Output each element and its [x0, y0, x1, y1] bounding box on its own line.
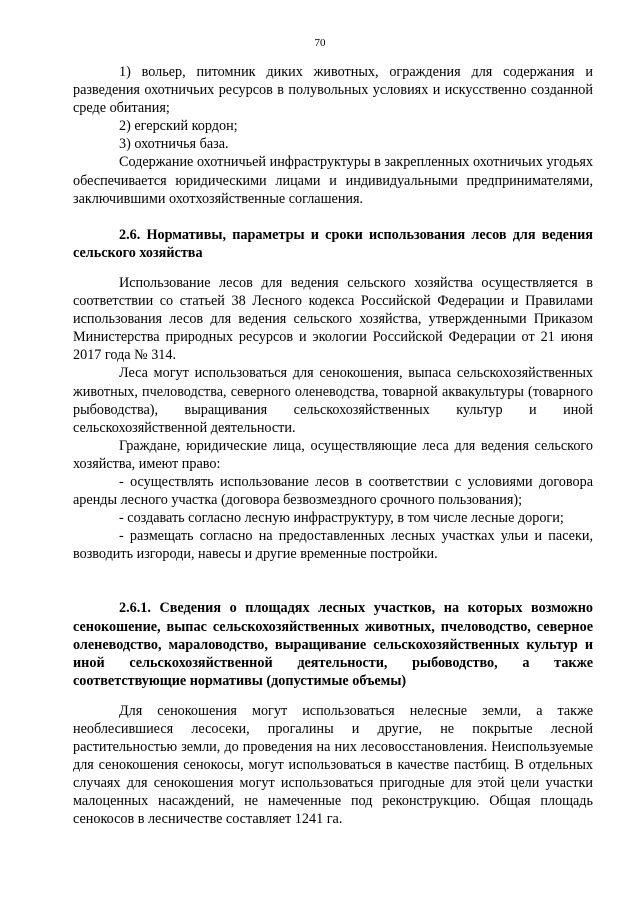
paragraph: Леса могут использоваться для сенокошения, выпаса сельскохозяйственных животных, пчеловодства, северного оленеводства, товарной аквакультуры (товарного рыбоводства), выращивания сельскохозяйственных культур и иной сельскохозяйственной деятельности.: [73, 365, 593, 436]
subsection-heading: 2.6.1. Сведения о площадях лесных участков, на которых возможно сенокошение, выпас сельскохозяйственных животных, пчеловодство, северное оленеводство, мараловодство, выращивание сельскохозяйственных культур и иной сельскохозяйственной деятельности, рыбоводство, а также соответствующие нормативы (допустимые объемы): [73, 600, 593, 689]
list-item: - создавать согласно лесную инфраструктуру, в том числе лесные дороги;: [119, 510, 564, 527]
paragraph: Содержание охотничьей инфраструктуры в закрепленных охотничьих угодьях обеспечивается юридическими лицами и индивидуальными предпринимателями, заключившими охотхозяйственные соглашения.: [73, 154, 593, 207]
list-item: 1) вольер, питомник диких животных, ограждения для содержания и разведения охотничьих ресурсов в полувольных условиях и искусственно созданной среде обитания;: [73, 64, 593, 117]
list-item: 2) егерский кордон;: [119, 118, 238, 135]
section-heading: 2.6. Нормативы, параметры и сроки использования лесов для ведения сельского хозяйства: [73, 226, 593, 261]
list-item: 3) охотничья база.: [119, 136, 229, 153]
document-body: [73, 63, 593, 829]
list-item: - осуществлять использование лесов в соответствии с условиями договора аренды лесного участка (договора безвозмездного срочного пользования);: [73, 473, 593, 509]
page-number: 70: [314, 37, 326, 49]
paragraph: Использование лесов для ведения сельского хозяйства осуществляется в соответствии со статьей 38 Лесного кодекса Российской Федерации и Правилами использования лесов для ведения сельского хозяйства, утвержденными Приказом Министерства природных ресурсов и экологии Российской Федерации от 21 июня 2017 года № 314.: [73, 274, 593, 364]
paragraph: Для сенокошения могут использоваться нелесные земли, а также необлесившиеся лесосеки, прогалины и другие, не покрытые лесной растительностью земли, до проведения на них лесовосстановления. Неиспользуемые для сенокошения сенокосы, могут использоваться в качестве пастбищ. В отдельных случаях для сенокошения могут использоваться пригодные для этой цели участки малоценных насаждений, не намеченные под реконструкцию. Общая площадь сенокосов в лесничестве составляет 1241 га.: [73, 702, 593, 828]
paragraph: Граждане, юридические лица, осуществляющие леса для ведения сельского хозяйства, имеют право:: [73, 437, 593, 472]
list-item: - размещать согласно на предоставленных лесных участках ульи и пасеки, возводить изгороди, навесы и другие временные постройки.: [73, 528, 593, 563]
